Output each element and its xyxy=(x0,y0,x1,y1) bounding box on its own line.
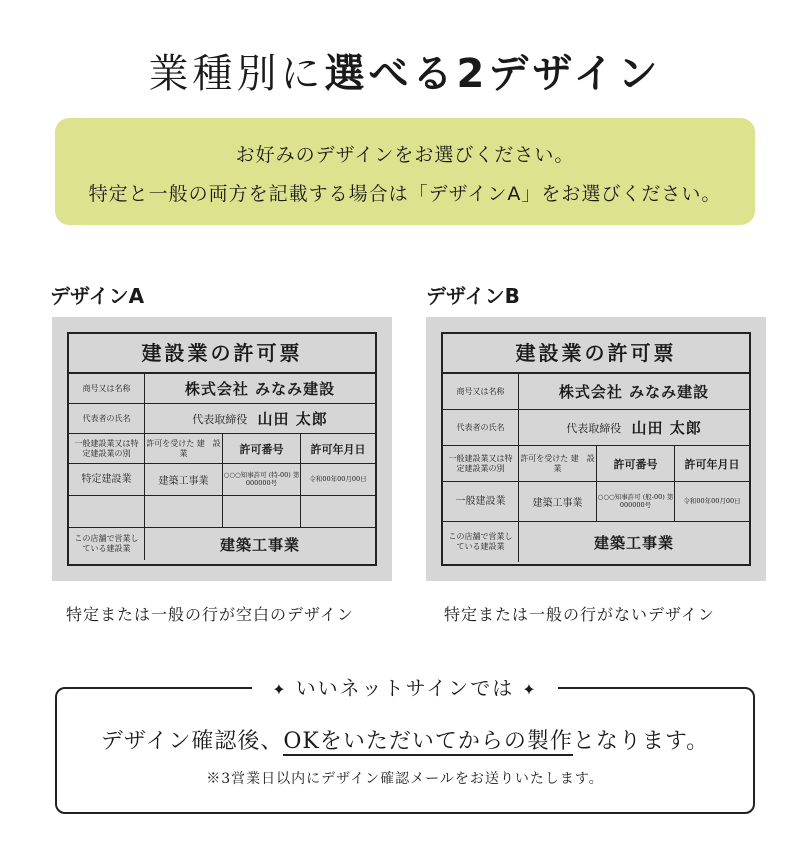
permit-date-header: 許可年月日 xyxy=(310,442,366,456)
plate-row-1 xyxy=(443,482,749,522)
plate-title: 建設業の許可票 xyxy=(443,334,749,374)
permit-date-header: 許可年月日 xyxy=(684,457,740,471)
type-label: 一般建設業又は特定建設業の別 xyxy=(443,446,519,481)
star-icon: ✦ xyxy=(272,680,288,699)
rep-title: 代表取締役 xyxy=(566,421,622,435)
rep-name: 山田 太郎 xyxy=(631,419,702,437)
info-main-post: となります。 xyxy=(572,729,710,754)
rep-value xyxy=(145,404,375,433)
design-a-panel xyxy=(52,317,392,581)
permit-kind-header: 許可を受けた 建 設 業 xyxy=(519,446,597,481)
shop-value: 建築工事業 xyxy=(593,533,674,552)
row1-no: ○○○知事許可 (特-00) 第000000号 xyxy=(223,464,301,495)
row1-type: 一般建設業 xyxy=(443,482,519,521)
row2-no xyxy=(223,496,301,527)
notice-box xyxy=(55,118,755,225)
title-bold: 選べる2デザイン xyxy=(324,51,662,97)
shop-label: この店舗で営業している建設業 xyxy=(69,528,145,560)
plate-row-trade xyxy=(69,374,375,404)
rep-title: 代表取締役 xyxy=(192,412,248,426)
trade-label: 商号又は名称 xyxy=(443,374,519,409)
permit-kind-header: 許可を受けた 建 設 業 xyxy=(145,434,223,463)
row1-type: 特定建設業 xyxy=(69,464,145,495)
page-title xyxy=(0,42,810,99)
row2-date xyxy=(301,496,375,527)
row1-kind: 建築工事業 xyxy=(145,464,223,495)
row2-type xyxy=(69,496,145,527)
trade-value: 株式会社 みなみ建設 xyxy=(558,383,710,401)
design-a-label: デザインA xyxy=(50,284,145,308)
plate-row-trade xyxy=(443,374,749,410)
plate-row-header xyxy=(69,434,375,464)
plate-row-shop xyxy=(443,522,749,562)
info-main-underlined: OKをいただいてからの製作 xyxy=(283,729,573,754)
type-label: 一般建設業又は特定建設業の別 xyxy=(69,434,145,463)
info-heading xyxy=(0,672,810,701)
plate-row-rep xyxy=(69,404,375,434)
trade-value: 株式会社 みなみ建設 xyxy=(184,380,336,398)
info-heading-text: いいネットサインでは xyxy=(295,676,515,700)
row2-kind xyxy=(145,496,223,527)
plate-row-header xyxy=(443,446,749,482)
design-b-plate xyxy=(441,332,751,566)
design-b-caption: 特定または一般の行がないデザイン xyxy=(444,605,715,624)
trade-label: 商号又は名称 xyxy=(69,374,145,403)
info-main-pre: デザイン確認後、 xyxy=(100,729,284,754)
plate-title: 建設業の許可票 xyxy=(69,334,375,374)
rep-name: 山田 太郎 xyxy=(257,410,328,428)
shop-value: 建築工事業 xyxy=(219,535,300,554)
permit-no-header: 許可番号 xyxy=(223,434,301,463)
row1-date: 令和00年00月00日 xyxy=(309,474,367,483)
design-b-label: デザインB xyxy=(426,284,520,308)
plate-row-1 xyxy=(69,464,375,496)
notice-line-1: お好みのデザインをお選びください。 xyxy=(235,144,575,166)
star-icon: ✦ xyxy=(522,680,538,699)
row1-kind: 建築工事業 xyxy=(519,482,597,521)
row1-date: 令和00年00月00日 xyxy=(683,496,741,505)
rep-label: 代表者の氏名 xyxy=(69,404,145,433)
rep-value xyxy=(519,410,749,445)
notice-line-2: 特定と一般の両方を記載する場合は「デザインA」をお選びください。 xyxy=(88,183,722,205)
permit-no-header: 許可番号 xyxy=(597,446,675,481)
title-normal: 業種別に xyxy=(148,51,325,97)
shop-label: この店舗で営業している建設業 xyxy=(443,522,519,562)
design-b-panel xyxy=(426,317,766,581)
info-main xyxy=(0,724,810,755)
plate-row-shop xyxy=(69,528,375,560)
row1-no: ○○○知事許可 (般-00) 第000000号 xyxy=(597,482,675,521)
info-sub: ※3営業日以内にデザイン確認メールをお送りいたします。 xyxy=(206,771,604,787)
plate-row-rep xyxy=(443,410,749,446)
plate-row-2-blank xyxy=(69,496,375,528)
design-a-plate xyxy=(67,332,377,566)
rep-label: 代表者の氏名 xyxy=(443,410,519,445)
design-a-caption: 特定または一般の行が空白のデザイン xyxy=(66,605,354,624)
